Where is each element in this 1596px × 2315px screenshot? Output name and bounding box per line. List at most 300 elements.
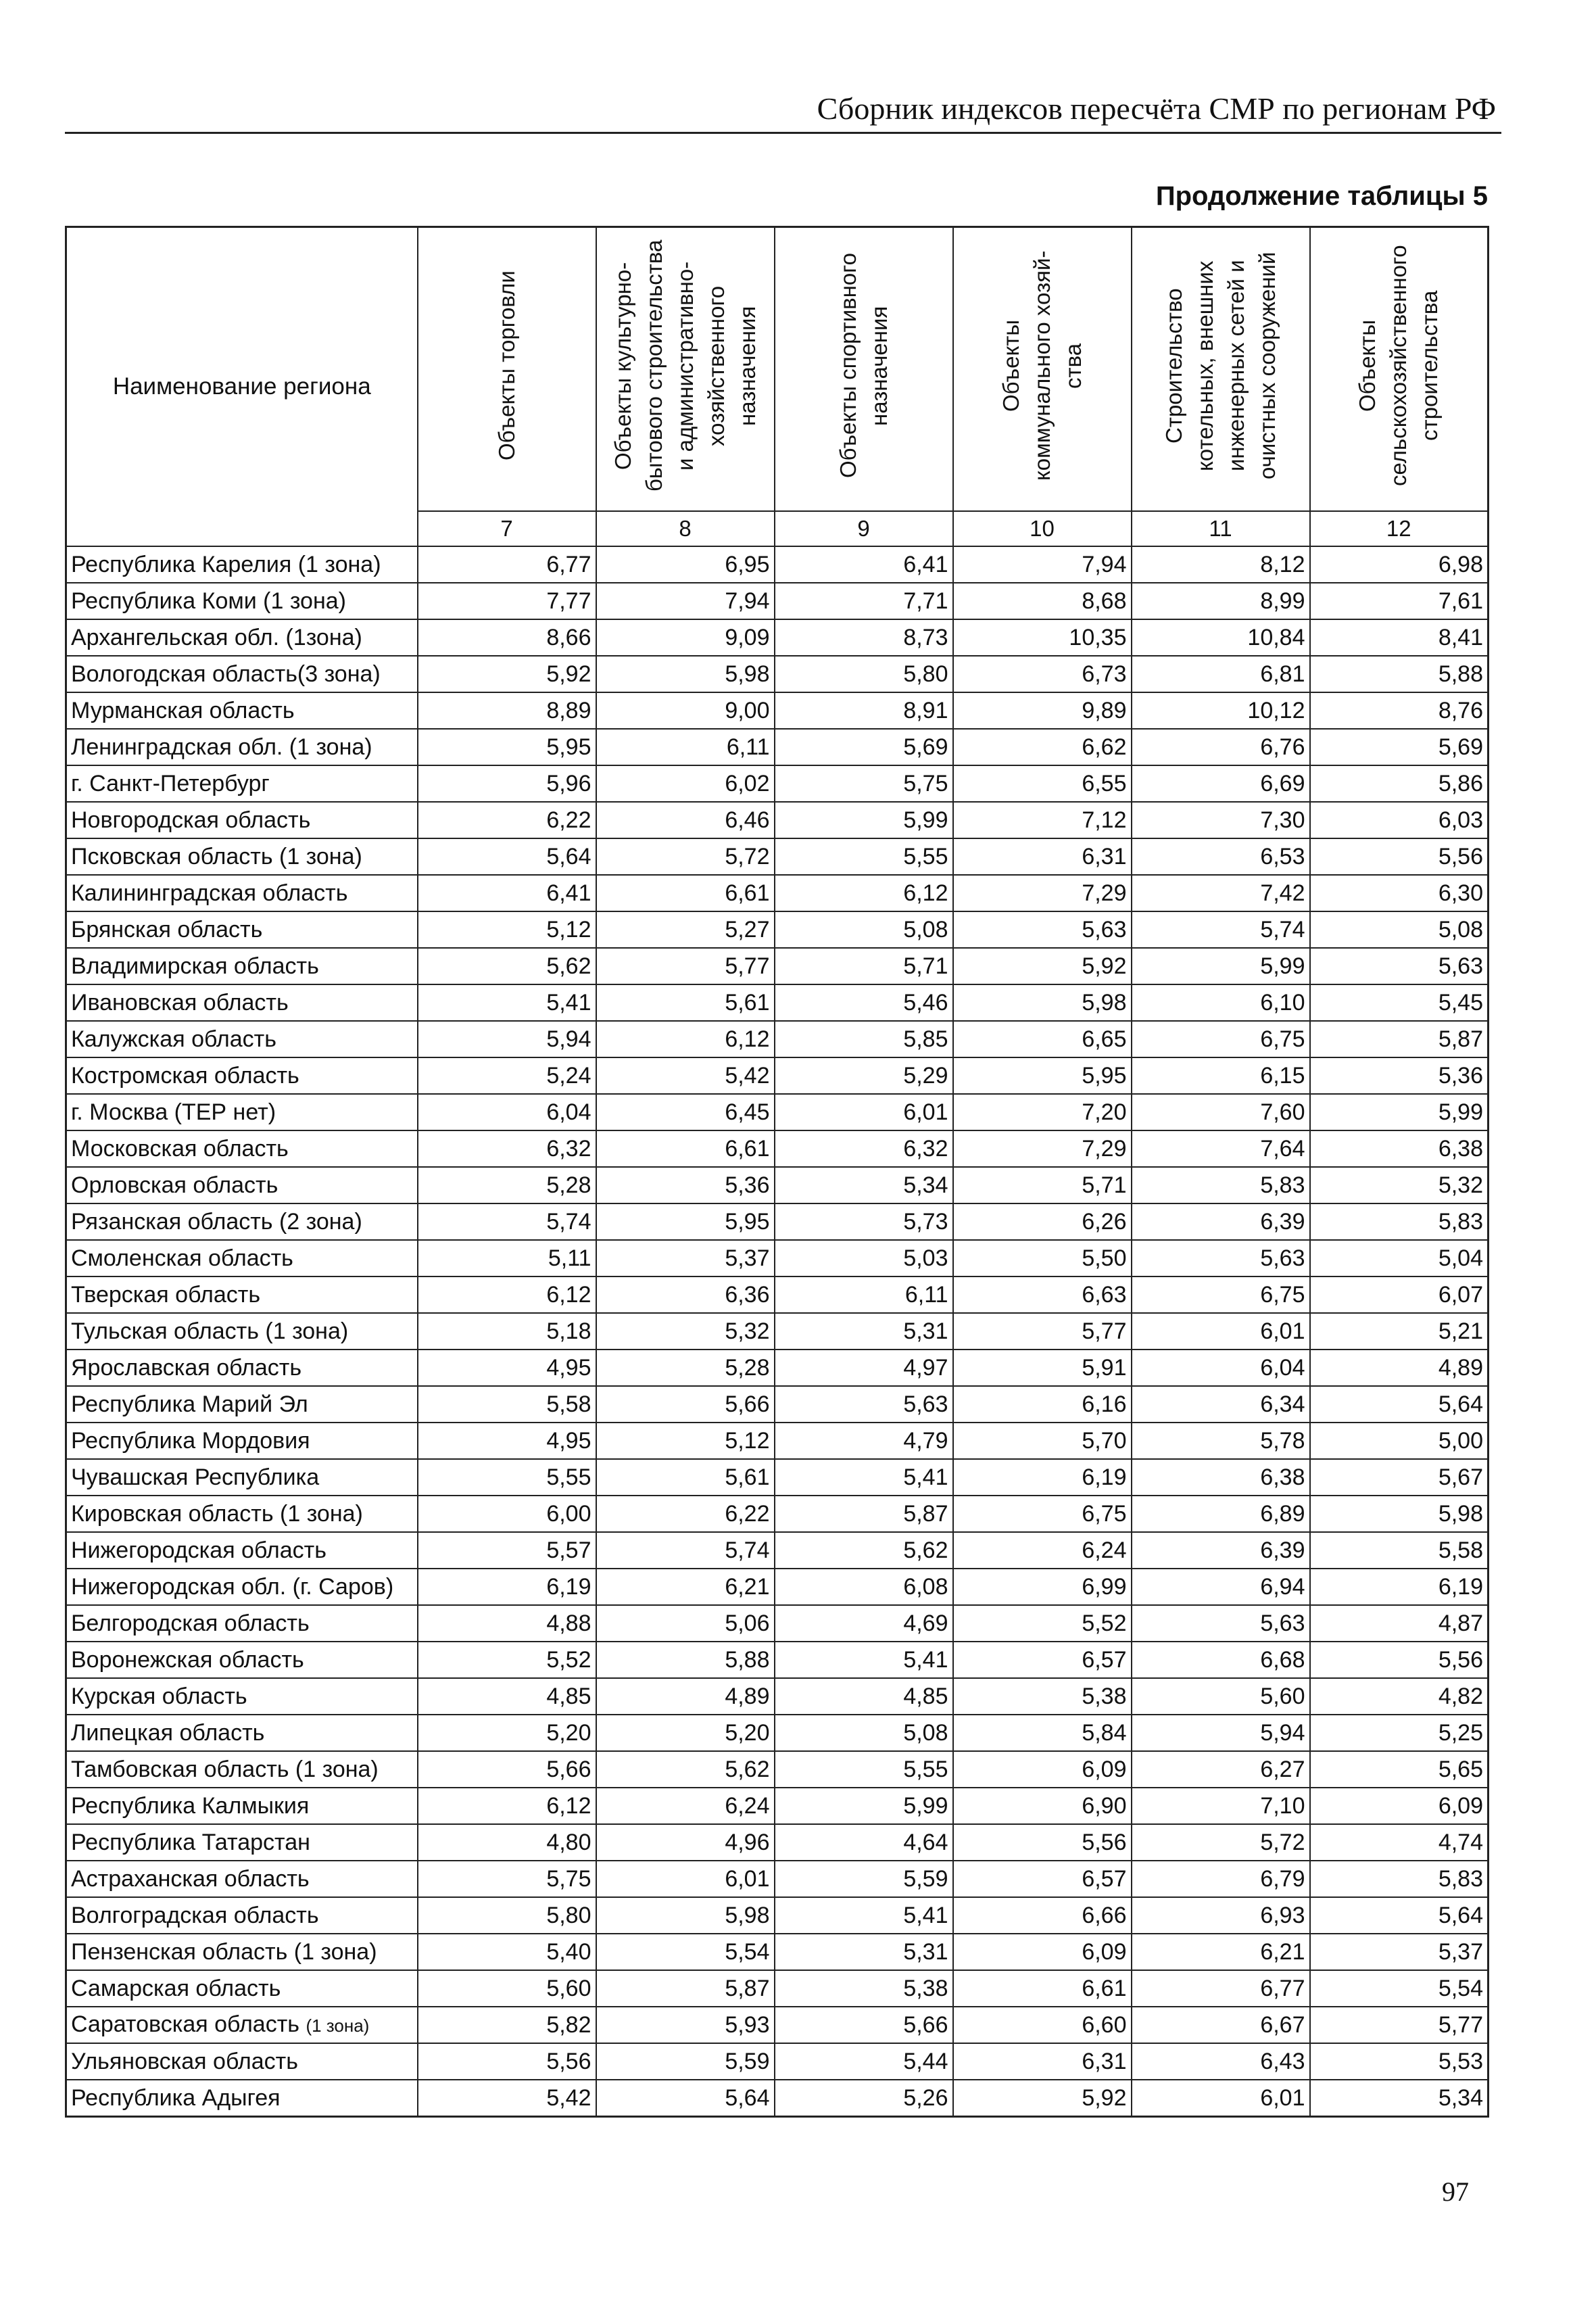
- region-name: Кировская область (1 зона): [71, 1501, 363, 1527]
- table-row: [66, 1203, 1489, 1240]
- region-name-cell: [66, 1094, 418, 1130]
- region-name: Воронежская область: [71, 1647, 304, 1673]
- table-row: [66, 875, 1489, 911]
- value-cell: 6,11: [596, 729, 775, 765]
- region-name-header: Наименование региона: [66, 227, 418, 547]
- value-cell: 6,43: [1132, 2043, 1310, 2080]
- value-cell: 5,44: [775, 2043, 953, 2080]
- value-cell: 5,54: [1310, 1970, 1489, 2007]
- region-name: Ярославская область: [71, 1355, 302, 1381]
- value-cell: 8,73: [775, 619, 953, 656]
- region-name: Республика Мордовия: [71, 1428, 310, 1454]
- table-row: [66, 1788, 1489, 1824]
- region-name-cell: [66, 583, 418, 619]
- column-number: 11: [1132, 511, 1310, 546]
- value-cell: 5,91: [953, 1350, 1132, 1386]
- value-cell: 5,73: [775, 1203, 953, 1240]
- table-row: [66, 1313, 1489, 1350]
- column-header: [953, 227, 1132, 512]
- value-cell: 5,63: [1132, 1605, 1310, 1642]
- region-name: Смоленская область: [71, 1245, 293, 1271]
- value-cell: 6,12: [775, 875, 953, 911]
- value-cell: 5,71: [953, 1167, 1132, 1203]
- region-name-cell: [66, 1057, 418, 1094]
- value-cell: 6,77: [418, 546, 596, 583]
- value-cell: 6,46: [596, 802, 775, 838]
- value-cell: 6,22: [596, 1496, 775, 1532]
- value-cell: 6,19: [1310, 1569, 1489, 1605]
- region-name-cell: [66, 1569, 418, 1605]
- value-cell: 5,66: [418, 1751, 596, 1788]
- region-name: Вологодская область(3 зона): [71, 661, 381, 687]
- value-cell: 6,81: [1132, 656, 1310, 692]
- region-name: Чувашская Республика: [71, 1464, 320, 1490]
- value-cell: 6,16: [953, 1386, 1132, 1423]
- value-cell: 4,85: [775, 1678, 953, 1715]
- region-name-cell: [66, 1642, 418, 1678]
- value-cell: 5,88: [596, 1642, 775, 1678]
- table-row: [66, 729, 1489, 765]
- value-cell: 5,00: [1310, 1423, 1489, 1459]
- column-header: [418, 227, 596, 512]
- value-cell: 6,57: [953, 1642, 1132, 1678]
- table-row: [66, 1897, 1489, 1934]
- indices-table: [65, 226, 1489, 2118]
- column-header-label: Объекты культурно- бытового строительства и административно- хозяйственного назначения: [610, 239, 760, 492]
- value-cell: 6,31: [953, 838, 1132, 875]
- column-header: [596, 227, 775, 512]
- region-name: Белгородская область: [71, 1610, 310, 1636]
- region-name-cell: [66, 2080, 418, 2117]
- region-name: Владимирская область: [71, 953, 319, 979]
- value-cell: 4,79: [775, 1423, 953, 1459]
- value-cell: 5,95: [418, 729, 596, 765]
- region-name-cell: [66, 1459, 418, 1496]
- table-row: [66, 838, 1489, 875]
- value-cell: 5,63: [953, 911, 1132, 948]
- value-cell: 5,41: [775, 1897, 953, 1934]
- region-name-cell: [66, 1021, 418, 1057]
- region-name-cell: [66, 838, 418, 875]
- value-cell: 5,87: [1310, 1021, 1489, 1057]
- region-name-suffix: (1 зона): [306, 2015, 370, 2036]
- region-name: Калужская область: [71, 1026, 276, 1052]
- value-cell: 5,42: [596, 1057, 775, 1094]
- value-cell: 5,41: [418, 984, 596, 1021]
- value-cell: 5,61: [596, 1459, 775, 1496]
- value-cell: 5,25: [1310, 1715, 1489, 1751]
- value-cell: 6,09: [953, 1934, 1132, 1970]
- column-number: 9: [775, 511, 953, 546]
- value-cell: 5,60: [1132, 1678, 1310, 1715]
- table-row: [66, 1934, 1489, 1970]
- table-row: [66, 1459, 1489, 1496]
- region-name-cell: [66, 1386, 418, 1423]
- region-name-cell: [66, 765, 418, 802]
- value-cell: 6,61: [953, 1970, 1132, 2007]
- region-name: Липецкая область: [71, 1720, 265, 1746]
- region-name: Пензенская область (1 зона): [71, 1939, 377, 1965]
- value-cell: 8,68: [953, 583, 1132, 619]
- column-header-label: Объекты спортивного назначения: [835, 253, 892, 479]
- region-name: Новгородская область: [71, 807, 311, 833]
- value-cell: 6,41: [775, 546, 953, 583]
- table-row: [66, 1824, 1489, 1861]
- value-cell: 6,21: [1132, 1934, 1310, 1970]
- region-name: Костромская область: [71, 1063, 299, 1089]
- table-row: [66, 546, 1489, 583]
- region-name-cell: [66, 1313, 418, 1350]
- value-cell: 5,99: [775, 802, 953, 838]
- value-cell: 5,37: [596, 1240, 775, 1276]
- value-cell: 6,73: [953, 656, 1132, 692]
- value-cell: 5,57: [418, 1532, 596, 1569]
- value-cell: 5,98: [953, 984, 1132, 1021]
- value-cell: 5,83: [1310, 1861, 1489, 1897]
- region-name: Мурманская область: [71, 698, 295, 723]
- value-cell: 5,63: [775, 1386, 953, 1423]
- region-name-cell: [66, 2043, 418, 2080]
- value-cell: 5,74: [1132, 911, 1310, 948]
- column-number: 12: [1310, 511, 1489, 546]
- region-name: Ленинградская обл. (1 зона): [71, 734, 372, 760]
- value-cell: 5,93: [596, 2007, 775, 2043]
- value-cell: 5,75: [775, 765, 953, 802]
- table-row: [66, 1240, 1489, 1276]
- value-cell: 5,34: [775, 1167, 953, 1203]
- region-name-cell: [66, 948, 418, 984]
- value-cell: 6,39: [1132, 1203, 1310, 1240]
- value-cell: 5,74: [418, 1203, 596, 1240]
- region-name: Курская область: [71, 1684, 247, 1709]
- value-cell: 5,98: [596, 1897, 775, 1934]
- value-cell: 5,37: [1310, 1934, 1489, 1970]
- value-cell: 6,26: [953, 1203, 1132, 1240]
- value-cell: 8,99: [1132, 583, 1310, 619]
- region-name-cell: [66, 1496, 418, 1532]
- table-row: [66, 1569, 1489, 1605]
- region-name: Рязанская область (2 зона): [71, 1209, 362, 1235]
- region-name: г. Москва (ТЕР нет): [71, 1099, 276, 1125]
- column-number: 8: [596, 511, 775, 546]
- value-cell: 7,29: [953, 875, 1132, 911]
- value-cell: 10,35: [953, 619, 1132, 656]
- value-cell: 5,63: [1132, 1240, 1310, 1276]
- value-cell: 6,01: [775, 1094, 953, 1130]
- value-cell: 6,24: [953, 1532, 1132, 1569]
- value-cell: 6,93: [1132, 1897, 1310, 1934]
- value-cell: 8,41: [1310, 619, 1489, 656]
- value-cell: 6,94: [1132, 1569, 1310, 1605]
- value-cell: 6,66: [953, 1897, 1132, 1934]
- value-cell: 7,20: [953, 1094, 1132, 1130]
- region-name-cell: [66, 1350, 418, 1386]
- value-cell: 5,58: [418, 1386, 596, 1423]
- value-cell: 5,96: [418, 765, 596, 802]
- table-row: [66, 1386, 1489, 1423]
- value-cell: 5,62: [775, 1532, 953, 1569]
- value-cell: 6,53: [1132, 838, 1310, 875]
- value-cell: 5,18: [418, 1313, 596, 1350]
- table-row: [66, 765, 1489, 802]
- region-name-cell: [66, 1751, 418, 1788]
- column-header-label: Объекты торговли: [493, 270, 519, 461]
- value-cell: 5,55: [775, 1751, 953, 1788]
- region-name: Тамбовская область (1 зона): [71, 1757, 379, 1782]
- value-cell: 5,54: [596, 1934, 775, 1970]
- value-cell: 6,12: [418, 1276, 596, 1313]
- value-cell: 5,03: [775, 1240, 953, 1276]
- value-cell: 6,30: [1310, 875, 1489, 911]
- page-number: 97: [1442, 2176, 1469, 2207]
- table-row: [66, 948, 1489, 984]
- value-cell: 4,85: [418, 1678, 596, 1715]
- region-name: Республика Адыгея: [71, 2085, 281, 2111]
- region-name-cell: [66, 1715, 418, 1751]
- value-cell: 5,34: [1310, 2080, 1489, 2117]
- value-cell: 5,64: [418, 838, 596, 875]
- region-name-cell: [66, 1934, 418, 1970]
- value-cell: 6,00: [418, 1496, 596, 1532]
- table-row: [66, 1970, 1489, 2007]
- value-cell: 5,59: [596, 2043, 775, 2080]
- value-cell: 5,41: [775, 1459, 953, 1496]
- region-name: Ивановская область: [71, 990, 289, 1016]
- table-row: [66, 1057, 1489, 1094]
- value-cell: 6,60: [953, 2007, 1132, 2043]
- value-cell: 5,92: [953, 948, 1132, 984]
- value-cell: 6,11: [775, 1276, 953, 1313]
- region-name-cell: [66, 619, 418, 656]
- region-name-cell: [66, 1824, 418, 1861]
- value-cell: 5,99: [775, 1788, 953, 1824]
- region-name-cell: [66, 1130, 418, 1167]
- value-cell: 6,61: [596, 1130, 775, 1167]
- table-row: [66, 1532, 1489, 1569]
- value-cell: 8,76: [1310, 692, 1489, 729]
- region-name: г. Санкт-Петербург: [71, 771, 270, 796]
- value-cell: 6,09: [1310, 1788, 1489, 1824]
- value-cell: 5,64: [596, 2080, 775, 2117]
- value-cell: 4,82: [1310, 1678, 1489, 1715]
- region-name-cell: [66, 1203, 418, 1240]
- value-cell: 5,69: [1310, 729, 1489, 765]
- column-header: [1310, 227, 1489, 512]
- table-row: [66, 1605, 1489, 1642]
- value-cell: 5,64: [1310, 1897, 1489, 1934]
- value-cell: 5,82: [418, 2007, 596, 2043]
- value-cell: 5,95: [596, 1203, 775, 1240]
- region-name-cell: [66, 729, 418, 765]
- value-cell: 6,45: [596, 1094, 775, 1130]
- value-cell: 6,76: [1132, 729, 1310, 765]
- value-cell: 5,20: [596, 1715, 775, 1751]
- value-cell: 7,64: [1132, 1130, 1310, 1167]
- value-cell: 6,41: [418, 875, 596, 911]
- table-row: [66, 1167, 1489, 1203]
- value-cell: 6,15: [1132, 1057, 1310, 1094]
- value-cell: 9,89: [953, 692, 1132, 729]
- running-header: [65, 80, 1501, 134]
- table-row: [66, 1130, 1489, 1167]
- header-row: [66, 227, 1489, 512]
- value-cell: 6,79: [1132, 1861, 1310, 1897]
- value-cell: 6,75: [1132, 1021, 1310, 1057]
- value-cell: 6,32: [418, 1130, 596, 1167]
- value-cell: 6,21: [596, 1569, 775, 1605]
- region-name: Республика Коми (1 зона): [71, 588, 346, 614]
- value-cell: 5,12: [418, 911, 596, 948]
- value-cell: 5,06: [596, 1605, 775, 1642]
- value-cell: 5,56: [1310, 1642, 1489, 1678]
- value-cell: 5,55: [775, 838, 953, 875]
- value-cell: 5,53: [1310, 2043, 1489, 2080]
- value-cell: 5,60: [418, 1970, 596, 2007]
- value-cell: 4,95: [418, 1350, 596, 1386]
- table-row: [66, 692, 1489, 729]
- region-name-cell: [66, 1897, 418, 1934]
- value-cell: 5,24: [418, 1057, 596, 1094]
- value-cell: 6,36: [596, 1276, 775, 1313]
- table-row: [66, 656, 1489, 692]
- column-header-label: Строительство котельных, внешних инженерных сетей и очистных сооружений: [1161, 252, 1280, 480]
- value-cell: 5,84: [953, 1715, 1132, 1751]
- value-cell: 5,38: [953, 1678, 1132, 1715]
- table-row: [66, 911, 1489, 948]
- table-row: [66, 1276, 1489, 1313]
- table-row: [66, 2080, 1489, 2117]
- value-cell: 6,75: [1132, 1276, 1310, 1313]
- value-cell: 6,04: [1132, 1350, 1310, 1386]
- region-name-cell: [66, 1276, 418, 1313]
- value-cell: 5,31: [775, 1313, 953, 1350]
- value-cell: 5,20: [418, 1715, 596, 1751]
- value-cell: 5,94: [418, 1021, 596, 1057]
- region-name: Орловская область: [71, 1172, 279, 1198]
- value-cell: 6,55: [953, 765, 1132, 802]
- region-name-cell: [66, 1678, 418, 1715]
- value-cell: 5,85: [775, 1021, 953, 1057]
- value-cell: 7,42: [1132, 875, 1310, 911]
- value-cell: 6,89: [1132, 1496, 1310, 1532]
- region-name: Архангельская обл. (1зона): [71, 625, 362, 650]
- value-cell: 5,59: [775, 1861, 953, 1897]
- region-name: Московская область: [71, 1136, 289, 1162]
- value-cell: 5,72: [1132, 1824, 1310, 1861]
- value-cell: 7,29: [953, 1130, 1132, 1167]
- value-cell: 6,19: [953, 1459, 1132, 1496]
- value-cell: 5,98: [1310, 1496, 1489, 1532]
- table-row: [66, 1678, 1489, 1715]
- value-cell: 6,12: [596, 1021, 775, 1057]
- value-cell: 5,04: [1310, 1240, 1489, 1276]
- value-cell: 5,62: [418, 948, 596, 984]
- value-cell: 5,28: [596, 1350, 775, 1386]
- value-cell: 7,94: [953, 546, 1132, 583]
- region-name-cell: [66, 1605, 418, 1642]
- region-name-cell: [66, 802, 418, 838]
- table-row: [66, 984, 1489, 1021]
- value-cell: 5,08: [775, 1715, 953, 1751]
- value-cell: 8,91: [775, 692, 953, 729]
- value-cell: 5,31: [775, 1934, 953, 1970]
- value-cell: 4,74: [1310, 1824, 1489, 1861]
- region-name: Республика Карелия (1 зона): [71, 552, 381, 577]
- region-name: Волгоградская область: [71, 1903, 319, 1928]
- value-cell: 5,69: [775, 729, 953, 765]
- region-name: Нижегородская область: [71, 1537, 327, 1563]
- value-cell: 4,89: [596, 1678, 775, 1715]
- value-cell: 4,88: [418, 1605, 596, 1642]
- value-cell: 5,66: [775, 2007, 953, 2043]
- region-name-cell: [66, 875, 418, 911]
- region-name: Астраханская область: [71, 1866, 310, 1892]
- value-cell: 7,71: [775, 583, 953, 619]
- value-cell: 8,89: [418, 692, 596, 729]
- value-cell: 6,01: [596, 1861, 775, 1897]
- table-row: [66, 2043, 1489, 2080]
- table-row: [66, 583, 1489, 619]
- value-cell: 5,63: [1310, 948, 1489, 984]
- value-cell: 7,30: [1132, 802, 1310, 838]
- value-cell: 5,56: [953, 1824, 1132, 1861]
- region-name: Псковская область (1 зона): [71, 844, 362, 869]
- value-cell: 6,69: [1132, 765, 1310, 802]
- value-cell: 7,12: [953, 802, 1132, 838]
- region-name-cell: [66, 1532, 418, 1569]
- value-cell: 6,98: [1310, 546, 1489, 583]
- column-header-label: Объекты коммунального хозяй- ства: [998, 250, 1086, 481]
- value-cell: 6,01: [1132, 2080, 1310, 2117]
- value-cell: 5,26: [775, 2080, 953, 2117]
- value-cell: 5,72: [596, 838, 775, 875]
- table-row: [66, 1350, 1489, 1386]
- value-cell: 8,66: [418, 619, 596, 656]
- value-cell: 7,61: [1310, 583, 1489, 619]
- column-header: [1132, 227, 1310, 512]
- value-cell: 5,98: [596, 656, 775, 692]
- value-cell: 5,40: [418, 1934, 596, 1970]
- value-cell: 5,36: [596, 1167, 775, 1203]
- value-cell: 5,52: [418, 1642, 596, 1678]
- value-cell: 6,22: [418, 802, 596, 838]
- value-cell: 5,29: [775, 1057, 953, 1094]
- value-cell: 6,61: [596, 875, 775, 911]
- value-cell: 5,86: [1310, 765, 1489, 802]
- table-caption: Продолжение таблицы 5: [1155, 181, 1488, 211]
- value-cell: 5,46: [775, 984, 953, 1021]
- value-cell: 7,94: [596, 583, 775, 619]
- value-cell: 6,01: [1132, 1313, 1310, 1350]
- region-name-cell: [66, 1167, 418, 1203]
- value-cell: 6,19: [418, 1569, 596, 1605]
- value-cell: 5,12: [596, 1423, 775, 1459]
- table-body: [66, 546, 1489, 2117]
- value-cell: 5,45: [1310, 984, 1489, 1021]
- table-row: [66, 1642, 1489, 1678]
- value-cell: 6,34: [1132, 1386, 1310, 1423]
- region-name-cell: [66, 1861, 418, 1897]
- value-cell: 5,56: [418, 2043, 596, 2080]
- region-name-cell: [66, 984, 418, 1021]
- region-name: Самарская область: [71, 1976, 281, 2001]
- table-row: [66, 1094, 1489, 1130]
- value-cell: 5,08: [1310, 911, 1489, 948]
- value-cell: 6,62: [953, 729, 1132, 765]
- value-cell: 5,83: [1132, 1167, 1310, 1203]
- value-cell: 5,75: [418, 1861, 596, 1897]
- value-cell: 6,27: [1132, 1751, 1310, 1788]
